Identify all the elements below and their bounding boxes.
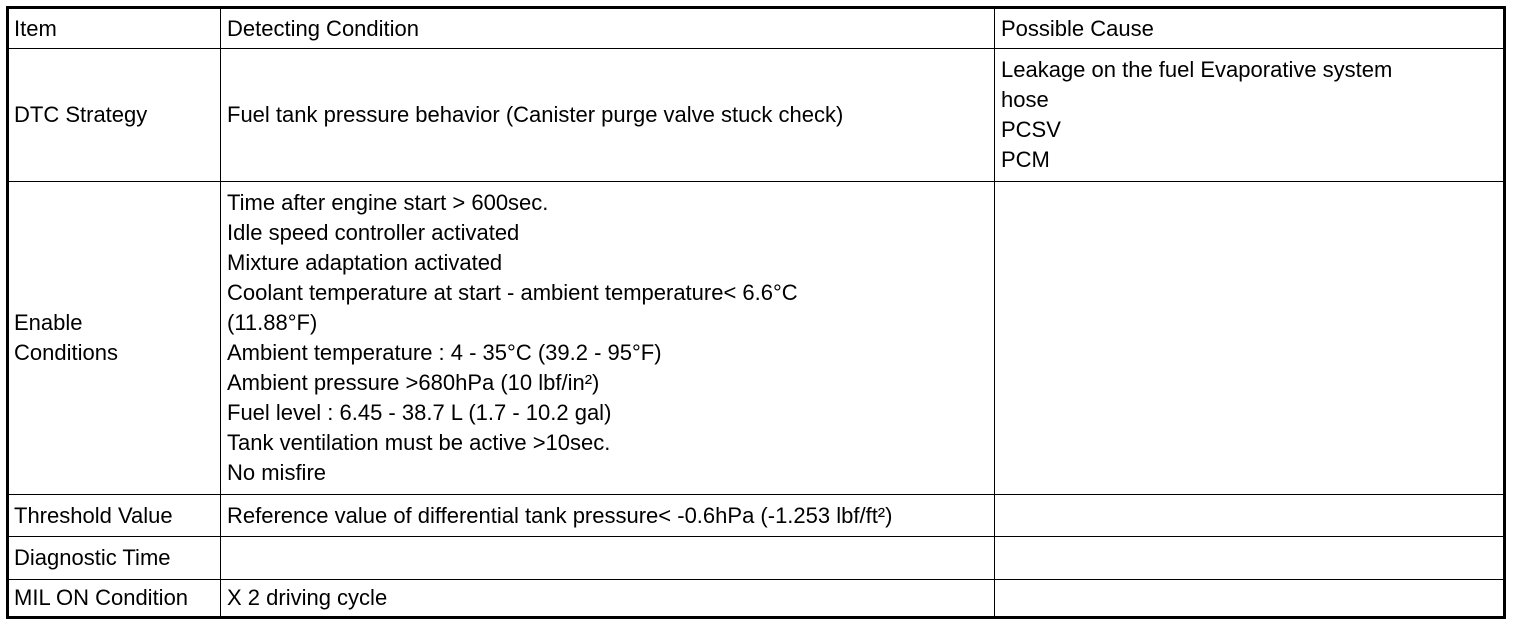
row-detecting-condition (221, 537, 995, 579)
condition-line: No misfire (227, 460, 327, 485)
condition-line: Fuel tank pressure behavior (Canister purge valve stuck check) (227, 102, 844, 127)
condition-line: Time after engine start > 600sec. (227, 190, 549, 215)
row-possible-cause (995, 49, 1503, 181)
row-item-label: DTC Strategy (9, 49, 221, 181)
condition-line: X 2 driving cycle (227, 585, 388, 610)
row-diagnostic-time (9, 537, 1503, 580)
cause-line: Leakage on the fuel Evaporative system (1001, 57, 1393, 82)
header-possible-cause: Possible Cause (1001, 15, 1154, 41)
row-item-label (9, 182, 221, 494)
header-row (9, 9, 1503, 49)
row-detecting-condition (221, 182, 995, 494)
condition-line: Mixture adaptation activated (227, 250, 503, 275)
row-dtc-strategy (9, 49, 1503, 182)
row-possible-cause (995, 580, 1503, 616)
condition-line: (11.88°F) (227, 310, 318, 335)
header-item: Item (9, 9, 221, 48)
row-detecting-condition (221, 495, 995, 536)
condition-line: Idle speed controller activated (227, 220, 520, 245)
condition-line: Fuel level : 6.45 - 38.7 L (1.7 - 10.2 gal) (227, 400, 612, 425)
item-line: Enable (14, 310, 83, 335)
row-item-label: MIL ON Condition (9, 580, 221, 616)
row-item-label: Diagnostic Time (9, 537, 221, 579)
condition-line: Ambient temperature : 4 - 35°C (39.2 - 95°F) (227, 340, 662, 365)
row-possible-cause (995, 182, 1503, 494)
row-possible-cause (995, 495, 1503, 536)
condition-line: Reference value of differential tank pressure< -0.6hPa (-1.253 lbf/ft²) (227, 502, 893, 528)
row-item-label: Threshold Value (9, 495, 221, 536)
header-detecting-condition: Detecting Condition (221, 9, 995, 48)
row-enable-conditions (9, 182, 1503, 495)
condition-line: Tank ventilation must be active >10sec. (227, 430, 611, 455)
cause-line: PCM (1001, 147, 1050, 172)
row-detecting-condition (221, 580, 995, 616)
cause-line: hose (1001, 87, 1049, 112)
cause-line: PCSV (1001, 117, 1061, 142)
condition-line: Ambient pressure >680hPa (10 lbf/in²) (227, 370, 600, 395)
condition-line: Coolant temperature at start - ambient temperature< 6.6°C (227, 280, 798, 305)
dtc-table (6, 6, 1506, 619)
row-detecting-condition (221, 49, 995, 181)
row-possible-cause (995, 537, 1503, 579)
row-threshold-value (9, 495, 1503, 537)
row-mil-on-condition (9, 580, 1503, 616)
item-line: Conditions (14, 340, 118, 365)
